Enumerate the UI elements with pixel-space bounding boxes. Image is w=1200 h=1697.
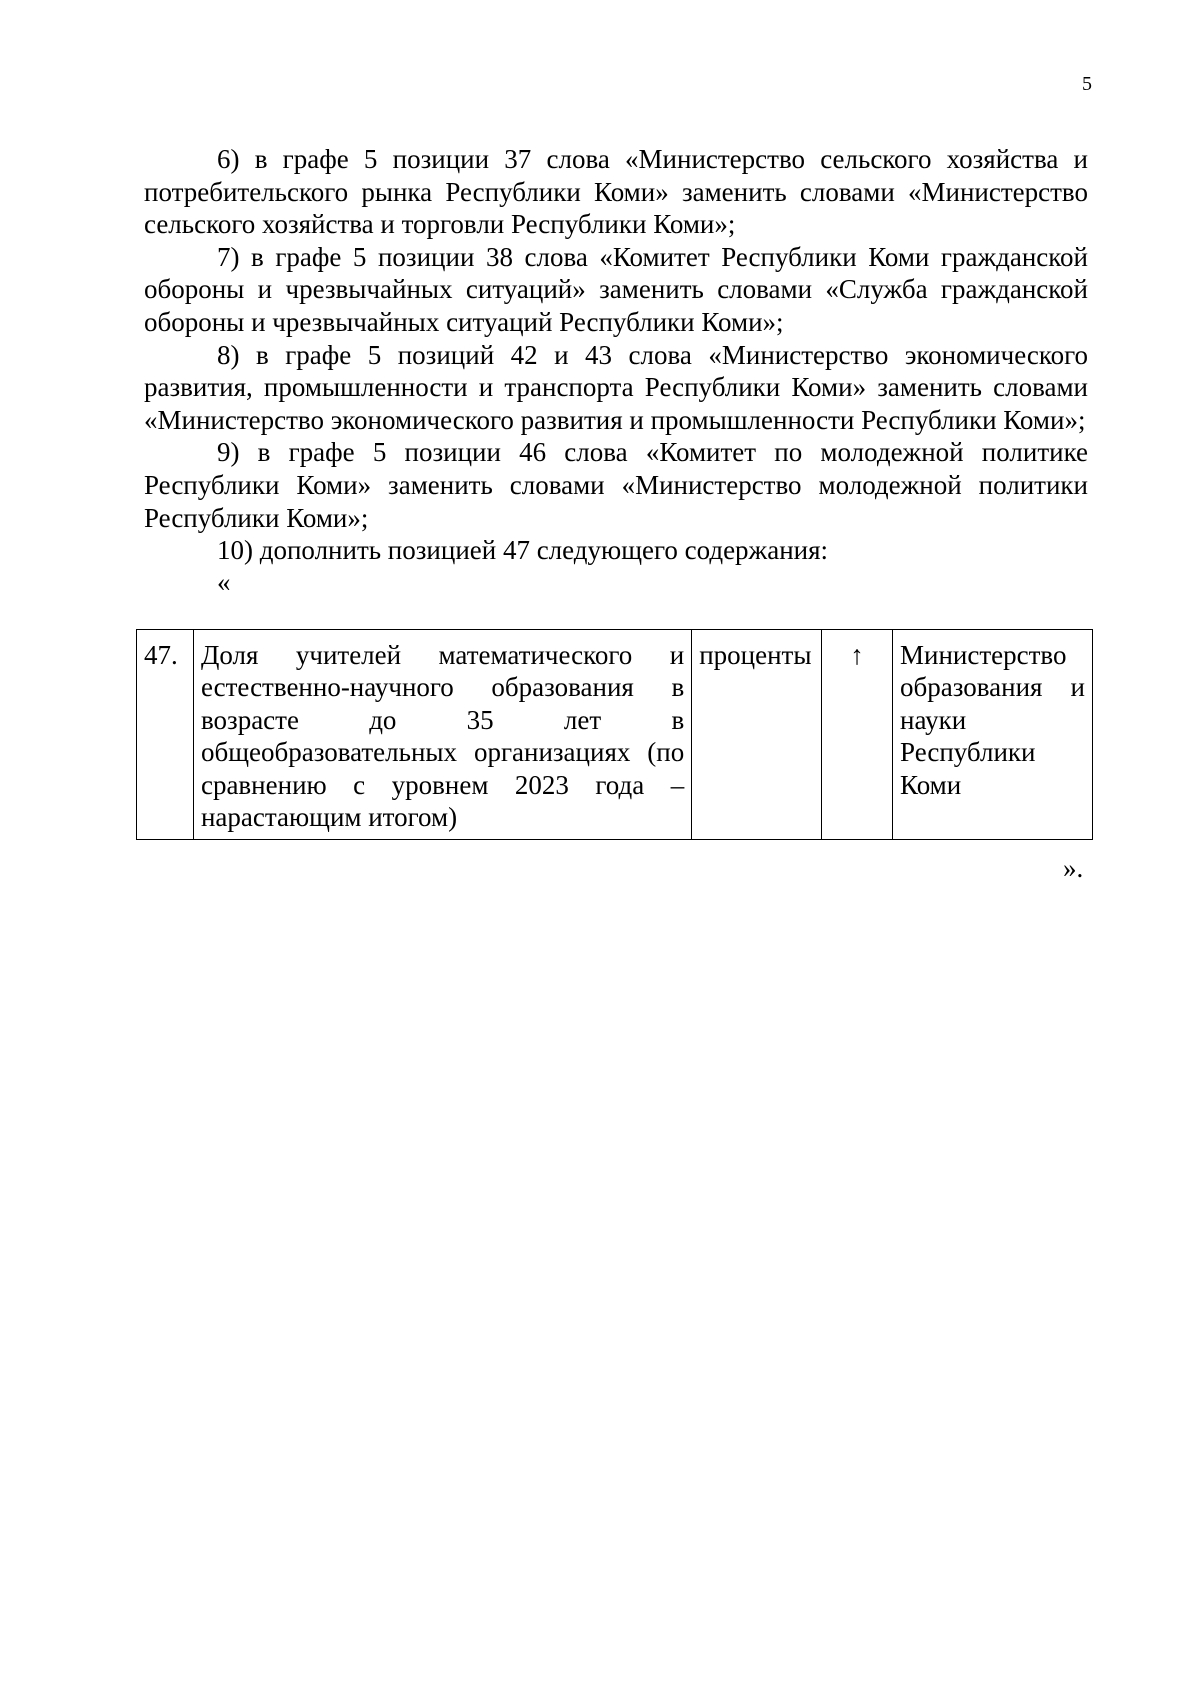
paragraph-item-10: 10) дополнить позицией 47 следующего содержания: bbox=[217, 535, 829, 566]
amendment-text bbox=[144, 143, 1088, 597]
paragraph-item-9: 9) в графе 5 позиции 46 слова «Комитет по молодежной политике Республики Коми» заменить словами «Министерство молодежной политики Республики Коми»; bbox=[144, 437, 1088, 533]
paragraph-item-7: 7) в графе 5 позиции 38 слова «Комитет Республики Коми гражданской обороны и чрезвычайных ситуаций» заменить словами «Служба гражданской обороны и чрезвычайных ситуаций Республики Коми»; bbox=[144, 241, 1088, 337]
table-row bbox=[137, 630, 1093, 840]
position-number-cell: 47. bbox=[137, 630, 194, 840]
closing-quote: ». bbox=[1063, 853, 1084, 883]
responsible-organization-cell: Министерство образования и науки Республики Коми bbox=[893, 630, 1093, 840]
trend-arrow-icon: ↑ bbox=[822, 630, 893, 840]
position-47-table bbox=[136, 629, 1093, 840]
unit-cell: проценты bbox=[692, 630, 822, 840]
indicator-description-cell: Доля учителей математического и естественно-научного образования в возрасте до 35 лет в общеобразовательных организациях (по сравнению с уровнем 2023 года – нарастающим итогом) bbox=[193, 630, 691, 840]
page-number: 5 bbox=[1082, 73, 1092, 95]
opening-quote: « bbox=[217, 566, 231, 597]
paragraph-item-8: 8) в графе 5 позиций 42 и 43 слова «Министерство экономического развития, промышленности и транспорта Республики Коми» заменить словами «Министерство экономического развития и промышленности Республики Коми»; bbox=[144, 339, 1088, 435]
paragraph-item-6: 6) в графе 5 позиции 37 слова «Министерство сельского хозяйства и потребительского рынка Республики Коми» заменить словами «Министерство сельского хозяйства и торговли Республики Коми»; bbox=[144, 144, 1088, 240]
